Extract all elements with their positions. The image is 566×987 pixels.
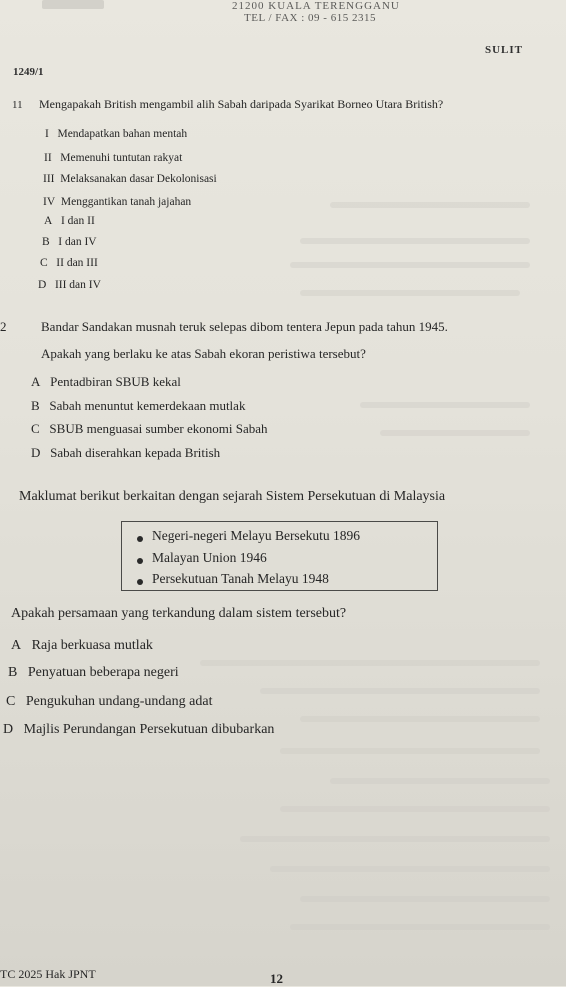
option-letter: D [38, 279, 47, 291]
info-item: Negeri-negeri Melayu Bersekutu 1896 [152, 528, 361, 543]
roman-numeral: II [44, 152, 52, 164]
statement-item [43, 196, 191, 208]
option-text: II dan III [56, 257, 98, 269]
option-letter: D [3, 722, 14, 737]
answer-option-a[interactable] [11, 638, 153, 654]
bullet-icon [137, 558, 143, 564]
option-text: Majlis Perundangan Persekutuan dibubarkan [23, 722, 275, 737]
info-intro: Maklumat berikut berkaitan dengan sejarah Sistem Persekutuan di Malaysia [19, 489, 446, 504]
question-number: 2 [0, 319, 7, 334]
statement-text: Menggantikan tanah jajahan [60, 196, 192, 208]
bullet-icon [137, 579, 143, 585]
option-text: Penyatuan beberapa negeri [27, 665, 179, 680]
roman-numeral: III [43, 173, 55, 185]
question-ask: Apakah persamaan yang terkandung dalam sistem tersebut? [11, 606, 347, 621]
classification-label: SULIT [485, 44, 524, 56]
page-number: 12 [270, 971, 283, 986]
question-stem: Bandar Sandakan musnah teruk selepas dibom tentera Jepun pada tahun 1945. [41, 319, 448, 334]
answer-option-d[interactable] [38, 279, 101, 291]
option-text: Pengukuhan undang-undang adat [25, 694, 213, 709]
option-letter: C [6, 694, 16, 709]
option-letter: B [31, 398, 40, 413]
answer-option-b[interactable] [8, 665, 179, 681]
option-letter: A [44, 215, 53, 227]
roman-numeral: I [45, 128, 49, 140]
answer-option-c[interactable] [6, 694, 212, 710]
answer-option-a[interactable] [44, 215, 95, 227]
roman-numeral: IV [43, 196, 56, 208]
statement-text: Memenuhi tuntutan rakyat [60, 152, 183, 164]
info-box [121, 521, 438, 591]
option-text: I dan IV [58, 236, 97, 248]
option-text: Raja berkuasa mutlak [31, 638, 153, 653]
statement-text: Melaksanakan dasar Dekolonisasi [60, 173, 217, 185]
option-text: SBUB menguasai sumber ekonomi Sabah [49, 421, 268, 436]
statement-item [45, 128, 187, 140]
answer-option-a[interactable] [31, 374, 181, 390]
school-address: 21200 KUALA TERENGGANU [232, 0, 400, 12]
question-ask: Apakah yang berlaku ke atas Sabah ekoran peristiwa tersebut? [41, 346, 366, 361]
copyright-footer: TC 2025 Hak JPNT [0, 967, 96, 981]
answer-option-c[interactable] [31, 421, 268, 437]
bullet-icon [137, 536, 143, 542]
option-letter: A [11, 638, 22, 653]
option-letter: C [31, 421, 40, 436]
option-text: III dan IV [54, 279, 101, 291]
header-smudge [42, 0, 104, 9]
school-telephone: TEL / FAX : 09 - 615 2315 [244, 12, 376, 24]
statement-item [44, 152, 182, 164]
paper-code: 1249/1 [13, 66, 44, 78]
answer-option-b[interactable] [42, 236, 97, 248]
question-number: 11 [12, 99, 23, 111]
info-item: Malayan Union 1946 [152, 550, 267, 565]
option-letter: B [8, 665, 18, 680]
info-item: Persekutuan Tanah Melayu 1948 [152, 571, 329, 586]
option-letter: D [31, 445, 41, 460]
answer-option-c[interactable] [40, 257, 98, 269]
statement-item [43, 173, 217, 185]
option-text: Pentadbiran SBUB kekal [50, 374, 181, 389]
option-text: Sabah diserahkan kepada British [50, 445, 221, 460]
question-stem: Mengapakah British mengambil alih Sabah daripada Syarikat Borneo Utara British? [39, 97, 444, 111]
option-text: Sabah menuntut kemerdekaan mutlak [49, 398, 246, 413]
answer-option-d[interactable] [31, 445, 220, 461]
option-letter: A [31, 374, 41, 389]
option-text: I dan II [60, 215, 95, 227]
option-letter: C [40, 257, 48, 269]
statement-text: Mendapatkan bahan mentah [57, 128, 188, 140]
answer-option-d[interactable] [3, 722, 274, 738]
answer-option-b[interactable] [31, 398, 245, 414]
option-letter: B [42, 236, 50, 248]
